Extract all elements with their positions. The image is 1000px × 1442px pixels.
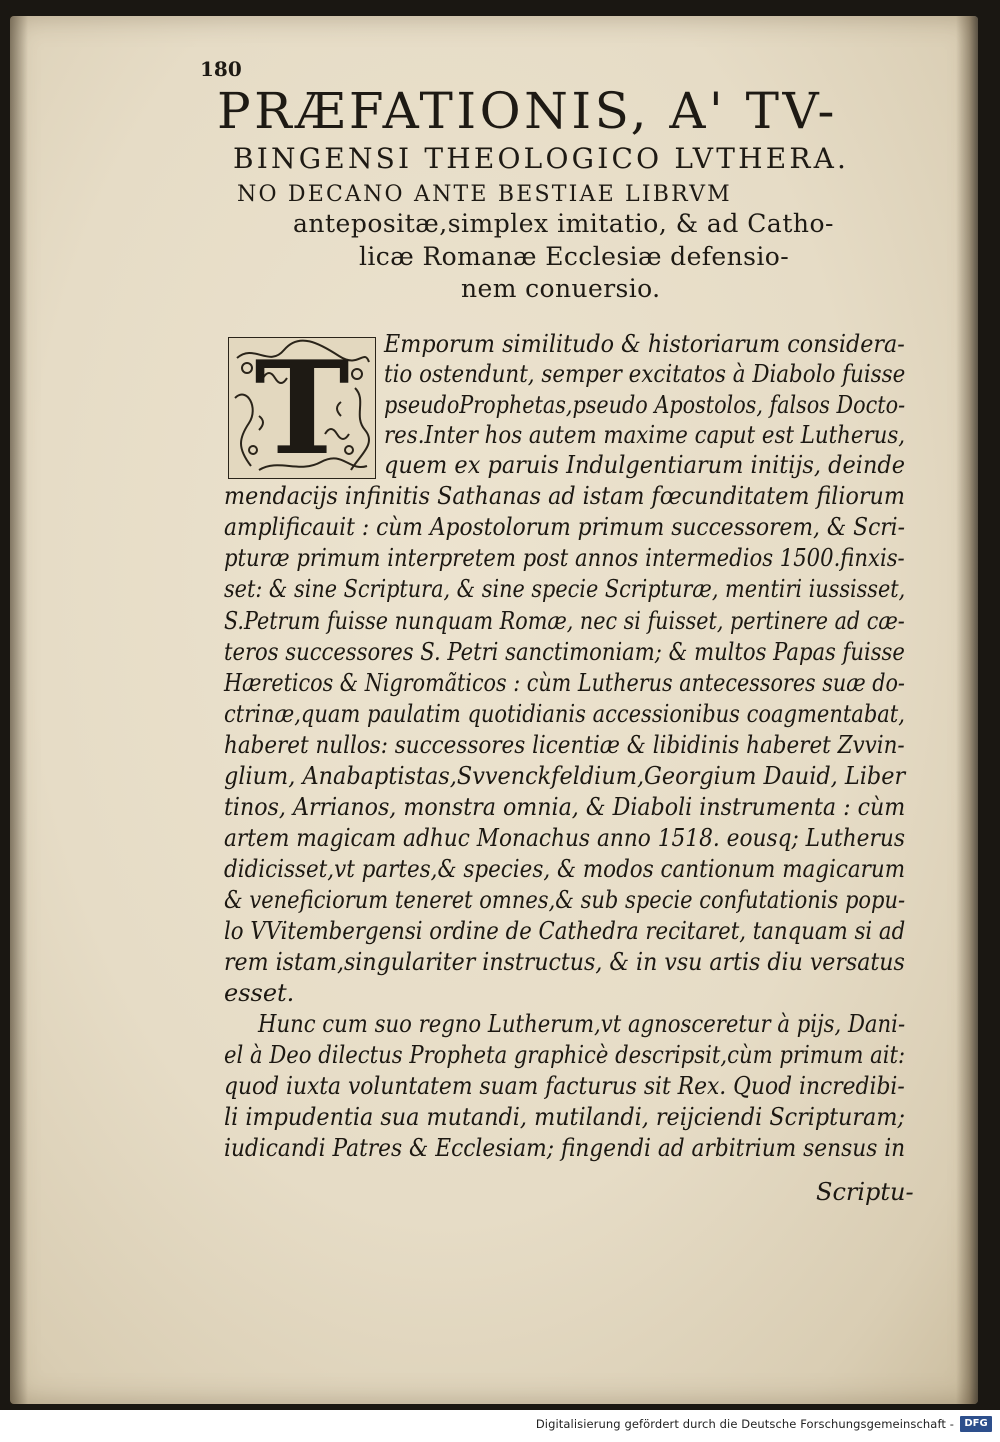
body-line: tinos, Arrianos, monstra omnia, & Diaboli instrumenta : cùm	[224, 793, 906, 821]
title-line-5: licæ Romanæ Ecclesiæ defensio-	[359, 242, 790, 271]
body-line: teros successores S. Petri sanctimoniam; & multos Papas fuisse	[224, 638, 905, 666]
body-line: iudicandi Patres & Ecclesiam; fingendi ad arbitrium sensus in	[224, 1134, 906, 1162]
title-line-6: nem conuersio.	[461, 274, 661, 303]
body-line: esset.	[224, 979, 295, 1007]
body-line: el à Deo dilectus Propheta graphicè descripsit,cùm primum ait:	[224, 1041, 906, 1069]
body-line: mendacijs infinitis Sathanas ad istam fœcunditatem filiorum	[224, 482, 905, 510]
body-line: Hæreticos & Nigromãticos : cùm Lutherus antecessores suæ do-	[224, 669, 905, 697]
initial-letter: T	[254, 334, 350, 484]
body-line: haberet nullos: successores licentiæ & libidinis haberet Zvvin-	[224, 731, 905, 759]
body-line: set: & sine Scriptura, & sine specie Scripturæ, mentiri iussisset,	[224, 575, 906, 603]
title-line-2: BINGENSI THEOLOGICO LVTHERA.	[233, 142, 850, 175]
body-line: quod iuxta voluntatem suam facturus sit Rex. Quod incredibi-	[224, 1072, 905, 1100]
body-line: S.Petrum fuisse nunquam Romæ, nec si fuisset, pertinere ad cæ-	[224, 607, 905, 635]
catchword: Scriptu-	[816, 1178, 914, 1206]
body-line: tio ostendunt, semper excitatos à Diabolo fuisse	[384, 360, 906, 388]
body-line: lo VVitembergensi ordine de Cathedra recitaret, tanquam si ad	[224, 917, 906, 945]
body-line: li impudentia sua mutandi, mutilandi, reijciendi Scripturam;	[224, 1103, 905, 1131]
body-line: res.Inter hos autem maxime caput est Lutherus,	[384, 421, 906, 449]
spine-shadow	[10, 16, 28, 1404]
body-line: glium, Anabaptistas,Svvenckfeldium,Georgium Dauid, Liber	[224, 762, 906, 790]
title-line-1: PRÆFATIONIS, A' TV-	[217, 82, 838, 140]
page-number: 180	[200, 57, 242, 81]
body-line: Emporum similitudo & historiarum considera-	[384, 330, 905, 358]
body-line: didicisset,vt partes,& species, & modos cantionum magicarum	[224, 855, 906, 883]
body-line: Hunc cum suo regno Lutherum,vt agnosceretur à pijs, Dani-	[258, 1010, 906, 1038]
decorated-initial	[228, 334, 376, 484]
dfg-logo[interactable]: DFG	[960, 1416, 992, 1432]
footer-credit: Digitalisierung gefördert durch die Deutsche Forschungsgemeinschaft -	[535, 1417, 954, 1431]
page-edge	[956, 16, 978, 1404]
body-line: pseudoProphetas,pseudo Apostolos, falsos Docto-	[384, 391, 906, 419]
title-line-4: antepositæ,simplex imitatio, & ad Catho-	[293, 209, 834, 238]
body-line: quem ex paruis Indulgentiarum initijs, deinde	[384, 451, 905, 479]
body-line: pturæ primum interpretem post annos intermedios 1500.finxis-	[224, 544, 905, 572]
footer-bar	[0, 1410, 1000, 1442]
body-line: amplificauit : cùm Apostolorum primum successorem, & Scri-	[224, 513, 906, 541]
body-line: & veneficiorum teneret omnes,& sub specie confutationis popu-	[224, 886, 906, 914]
title-line-3: NO DECANO ANTE BESTIAE LIBRVM	[237, 182, 732, 207]
body-line: artem magicam adhuc Monachus anno 1518. eousq; Lutherus	[224, 824, 905, 852]
body-line: rem istam,singulariter instructus, & in vsu artis diu versatus	[224, 948, 905, 976]
body-line: ctrinæ,quam paulatim quotidianis accessionibus coagmentabat,	[224, 700, 905, 728]
